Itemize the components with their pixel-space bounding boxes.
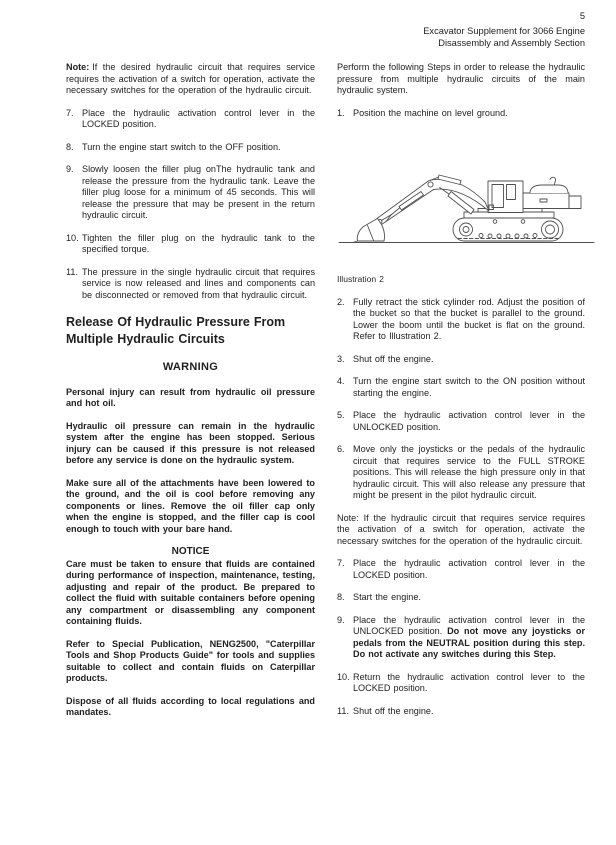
list-item-step11 — [66, 267, 315, 302]
notice-paragraph: Dispose of all fluids according to local regulations and mandates. — [66, 695, 315, 717]
step-number: 8. — [66, 141, 74, 152]
notice-paragraph: Care must be taken to ensure that fluids are contained during performance of inspection, maintenance, testing, adjusting and repair of the product. Be prepared to collect the fluid with suitable containers before opening any compartment or disassembling any component containing fluids. — [66, 558, 315, 626]
step-text: Fully retract the stick cylinder rod. Adjust the position of the bucket so that the bucket is parallel to the ground. Lower the boom until the bucket is flat on the ground. Refer to Illustration 2. — [353, 296, 585, 341]
step-number: 6. — [337, 444, 345, 454]
step-text-regular: Place the hydraulic activation control lever in the UNLOCKED position. — [353, 614, 585, 636]
excavator-bucket — [353, 219, 385, 243]
step-text: Turn the engine start switch to the ON position without starting the engine. — [353, 376, 585, 398]
warning-paragraph: Hydraulic oil pressure can remain in the hydraulic system after the engine has been stopped. Serious injury can be caused if this pressure is not released before any service is done on the hydraulic system. — [66, 420, 315, 465]
step-text: Place the hydraulic activation control lever in the LOCKED position. — [82, 107, 315, 129]
step-number: 9. — [337, 614, 345, 625]
step-number: 10. — [337, 671, 350, 682]
page-number: 5 — [579, 11, 585, 21]
warning-paragraph: Personal injury can result from hydraulic oil pressure and hot oil. — [66, 386, 315, 408]
note-paragraph: Note: If the hydraulic circuit that requires service requires the activation of a switch for operation, activate the necessary switches for the operation of the hydraulic circuit. — [337, 512, 585, 546]
note-paragraph — [66, 62, 315, 97]
list-item-step6 — [337, 444, 585, 502]
list-item-step8 — [337, 592, 585, 604]
step-number: 7. — [337, 558, 345, 568]
excavator-engine-housing — [523, 177, 581, 208]
list-item-step8 — [66, 142, 315, 154]
header-subtitle-line: Disassembly and Assembly Section — [438, 38, 585, 48]
list-item-step9 — [66, 164, 315, 222]
step-text: The pressure in the single hydraulic circuit that requires service is now released and lines and components can be disconnected or removed from that hydraulic circuit. — [82, 266, 315, 300]
step-text: Position the machine on level ground. — [353, 107, 508, 118]
note-text: If the desired hydraulic circuit that requires service requires the activation of a switch for operation, activate the necessary switches for the operation of the hydraulic circuit. — [66, 62, 315, 95]
excavator-illustration — [337, 168, 597, 248]
step-number: 2. — [337, 296, 345, 307]
step-text: Place the hydraulic activation control lever in the LOCKED position. — [353, 558, 585, 580]
step-number: 5. — [337, 410, 345, 420]
step-text: Tighten the filler plug on the hydraulic tank to the specified torque. — [82, 232, 315, 254]
step-number: 1. — [337, 107, 345, 118]
section-heading: Release Of Hydraulic Pressure From Multiple Hydraulic Circuits — [66, 315, 286, 346]
step-text: Return the hydraulic activation control lever to the LOCKED position. — [353, 671, 585, 693]
step-number: 10. — [66, 232, 79, 243]
illustration-caption: Illustration 2 — [337, 274, 384, 284]
list-item-step5 — [337, 410, 585, 433]
intro-paragraph: Perform the following Steps in order to release the hydraulic pressure from multiple hydraulic circuits of the main hydraulic system. — [337, 62, 585, 95]
list-item-step7 — [337, 558, 585, 581]
step-text: Shut off the engine. — [353, 353, 434, 364]
page-header — [423, 10, 585, 50]
excavator-cab — [488, 181, 523, 213]
step-number: 9. — [66, 164, 74, 174]
step-text: Start the engine. — [353, 592, 421, 602]
list-item-step2 — [337, 297, 585, 343]
step-number: 7. — [66, 107, 74, 118]
step-number: 4. — [337, 376, 345, 386]
note-label: Note: — [66, 62, 90, 72]
step-number: 3. — [337, 353, 345, 364]
right-column — [337, 62, 585, 728]
step-text: Slowly loosen the filler plug onThe hydraulic tank and release the pressure from the hydraulic tank. Leave the filler plug loose for a minimum of 45 seconds. This will release the pressure that may be present in the return hydraulic circuit. — [82, 164, 315, 220]
step-text-bold: Do not move any joysticks or pedals from the NEUTRAL position during this step. Do not activate any switches during this Step. — [353, 626, 585, 659]
list-item-step3 — [337, 354, 585, 366]
step-number: 8. — [337, 592, 345, 602]
list-item-step1 — [337, 108, 585, 120]
list-item-step7 — [66, 108, 315, 131]
list-item-step9 — [337, 615, 585, 661]
list-item-step10 — [337, 672, 585, 695]
list-item-step10 — [66, 233, 315, 256]
list-item-step11 — [337, 706, 585, 718]
excavator-tracks — [453, 218, 563, 241]
notice-title: NOTICE — [171, 546, 210, 557]
step-text: Shut off the engine. — [353, 705, 434, 716]
warning-title: WARNING — [162, 361, 219, 373]
step-text: Turn the engine start switch to the OFF position. — [82, 141, 281, 152]
header-title-line: Excavator Supplement for 3066 Engine — [423, 25, 585, 36]
notice-paragraph: Refer to Special Publication, NENG2500, "Caterpillar Tools and Shop Products Guide" for tools and supplies suitable to collect and contain fluids on Caterpillar products. — [66, 638, 315, 683]
step-number: 11. — [337, 705, 349, 716]
step-text — [353, 615, 585, 660]
step-number: 11. — [66, 266, 78, 277]
left-column — [66, 62, 315, 730]
list-item-step4 — [337, 376, 585, 399]
step-text: Move only the joysticks or the pedals of the hydraulic circuit that requires service to the FULL STROKE positions. This will release the high pressure only in that hydraulic circuit. This will also release any pressure that might be present in the pilot hydraulic circuit. — [353, 444, 585, 500]
step-text: Place the hydraulic activation control lever in the UNLOCKED position. — [353, 410, 585, 432]
warning-paragraph: Make sure all of the attachments have been lowered to the ground, and the oil is cool before removing any components or lines. Remove the oil filler cap only when the engine is stopped, and the filler cap is cool enough to touch with your bare hand. — [66, 477, 315, 534]
